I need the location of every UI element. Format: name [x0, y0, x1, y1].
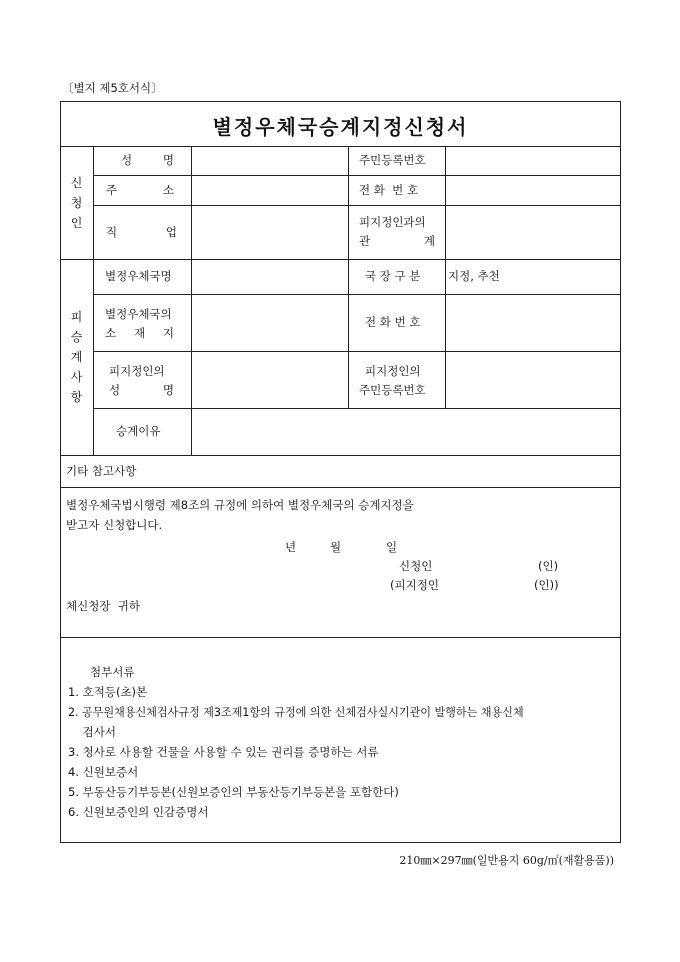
applicant-rrn-label: 주민등록번호 — [359, 153, 426, 168]
applicant-address-label: 주 소 — [106, 182, 174, 197]
applicant-name-field[interactable] — [191, 146, 348, 175]
office-name-field[interactable] — [191, 259, 348, 294]
paper-spec-footer: 210㎜×297㎜(일반용지 60g/㎡(재활용품)) — [399, 854, 614, 867]
applicant-name-label: 성 명 — [121, 153, 174, 168]
applicant-phone-label: 전 화 번 호 — [359, 182, 419, 197]
attachment-item: 2. 공무원채용신체검사규정 제3조제1항의 규정에 의한 신체검사실시기관이 발행하는 채용신체 — [68, 706, 524, 719]
form-title: 별정우체국승계지정신청서 — [212, 114, 469, 139]
director-type-label: 국 장 구 분 — [365, 269, 421, 284]
applicant-relation-field[interactable] — [445, 205, 621, 259]
other-notes-label: 기타 참고사항 — [66, 463, 137, 478]
applicant-sign-label: 신청인 — [399, 559, 433, 573]
office-phone-label: 전 화 번 호 — [365, 315, 421, 330]
date-year-label: 년 — [285, 540, 297, 554]
office-phone-field[interactable] — [445, 294, 621, 351]
designee-name-field[interactable] — [191, 351, 348, 408]
designee-rrn-label: 피지정인의 주민등록번호 — [359, 364, 426, 397]
date-day-label: 일 — [386, 540, 398, 554]
designee-seal-mark: (인)) — [534, 578, 559, 592]
attachment-item: 3. 청사로 사용할 건물을 사용할 수 있는 권리를 증명하는 서류 — [68, 745, 379, 759]
attachments-heading: 첨부서류 — [90, 665, 135, 679]
attachment-item: 4. 신원보증서 — [68, 765, 139, 779]
office-location-label: 별정우체국의 소 재 지 — [105, 307, 174, 340]
director-type-value: 지정, 추천 — [448, 269, 500, 284]
designee-rrn-field[interactable] — [445, 351, 621, 408]
attachment-item: 1. 호적등(초)본 — [68, 685, 148, 699]
designee-sign-label: (피지정인 — [390, 578, 439, 592]
divider — [60, 487, 621, 488]
office-name-label: 별정우체국명 — [105, 269, 172, 284]
attachment-item: 6. 신원보증인의 인감증명서 — [68, 805, 209, 819]
date-month-label: 월 — [330, 540, 342, 554]
applicant-section-label: 신 청 인 — [70, 175, 83, 230]
applicant-phone-field[interactable] — [445, 175, 621, 205]
succession-reason-field[interactable] — [191, 408, 621, 455]
applicant-relation-label: 피지정인과의 관 계 — [359, 215, 435, 248]
designee-name-label: 피지정인의 성 명 — [109, 364, 174, 397]
applicant-seal-mark: (인) — [538, 559, 559, 573]
office-location-field[interactable] — [191, 294, 348, 351]
applicant-address-field[interactable] — [191, 175, 348, 205]
succession-reason-label: 승계이유 — [116, 424, 161, 439]
form-number-label: 〔별지 제5호서식〕 — [62, 81, 163, 95]
applicant-occupation-label: 직 업 — [106, 224, 177, 239]
recipient-line: 체신청장 귀하 — [66, 599, 140, 613]
successor-section-label: 피 승 계 사 항 — [70, 310, 83, 404]
statement-line-2: 받고자 신청합니다. — [66, 518, 163, 532]
applicant-occupation-field[interactable] — [191, 205, 348, 259]
attachment-item: 5. 부동산등기부등본(신원보증인의 부동산등기부등본을 포함한다) — [68, 785, 399, 799]
statement-line-1: 별정우체국법시행령 제8조의 규정에 의하여 별정우체국의 승계지정을 — [66, 498, 414, 512]
divider — [60, 637, 621, 638]
attachment-item: 검사서 — [68, 725, 116, 739]
applicant-rrn-field[interactable] — [445, 146, 621, 175]
